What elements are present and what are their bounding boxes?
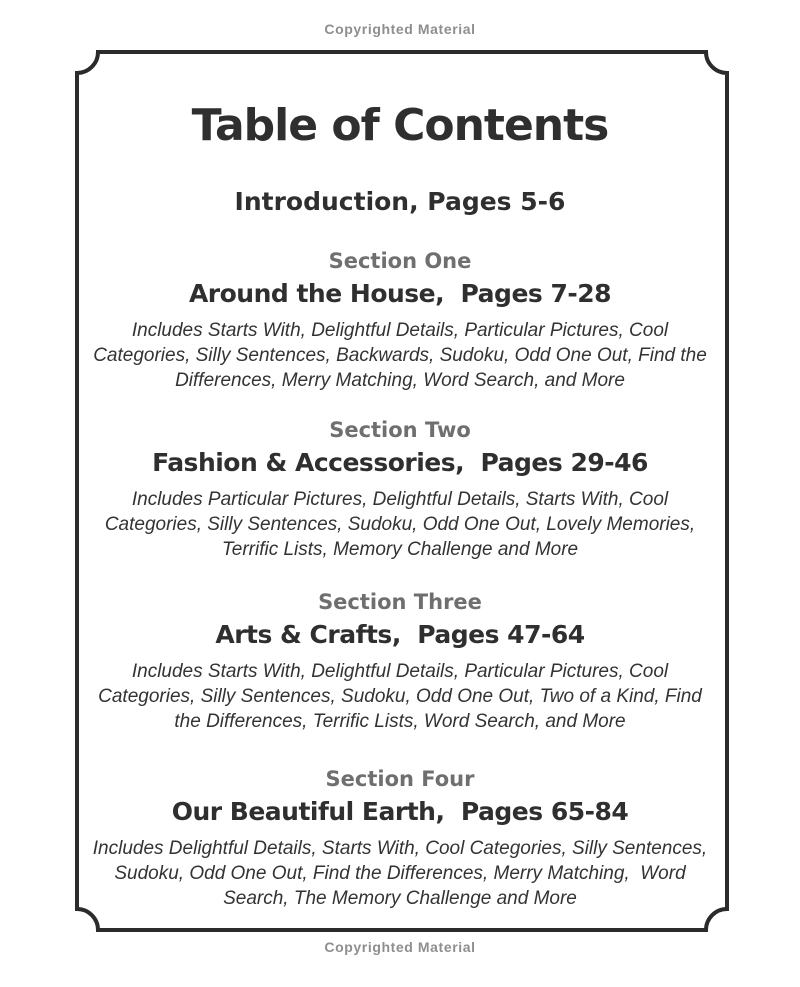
page-title: Table of Contents: [191, 100, 609, 151]
section-three-description: Includes Starts With, Delightful Details, Particular Pictures, Cool Categories, Silly Sentences, Sudoku, Odd One Out, Two of a Kind, Find the Differences, Terrific Lists, Word Search, and More: [98, 661, 708, 732]
section-two-label: Section Two: [329, 418, 471, 442]
section-one-title: Around the House, Pages 7-28: [188, 279, 612, 308]
toc-section-one: [90, 248, 713, 393]
section-four-label: Section Four: [325, 767, 475, 791]
introduction-entry: Introduction, Pages 5-6: [234, 187, 566, 216]
toc-section-two: [90, 417, 710, 562]
section-one-description: Includes Starts With, Delightful Details, Particular Pictures, Cool Categories, Silly Sentences, Backwards, Sudoku, Odd One Out, Find the Differences, Merry Matching, Word Search, and More: [93, 320, 713, 391]
copyright-notice-bottom: Copyrighted Material: [324, 939, 476, 955]
toc-section-three: [90, 589, 710, 734]
section-three-title: Arts & Crafts, Pages 47-64: [215, 620, 585, 649]
section-three-label: Section Three: [318, 590, 482, 614]
section-two-description: Includes Particular Pictures, Delightful Details, Starts With, Cool Categories, Silly Sentences, Sudoku, Odd One Out, Lovely Memories, Terrific Lists, Memory Challenge and More: [104, 489, 701, 560]
section-four-title: Our Beautiful Earth, Pages 65-84: [171, 797, 629, 826]
section-two-title: Fashion & Accessories, Pages 29-46: [152, 448, 648, 477]
section-four-description: Includes Delightful Details, Starts With, Cool Categories, Silly Sentences, Sudoku, Odd One Out, Find the Differences, Merry Matching, Word Search, The Memory Challenge and More: [92, 838, 713, 909]
toc-section-four: [90, 766, 713, 911]
copyright-notice-top: Copyrighted Material: [324, 21, 476, 37]
section-one-label: Section One: [328, 249, 472, 273]
